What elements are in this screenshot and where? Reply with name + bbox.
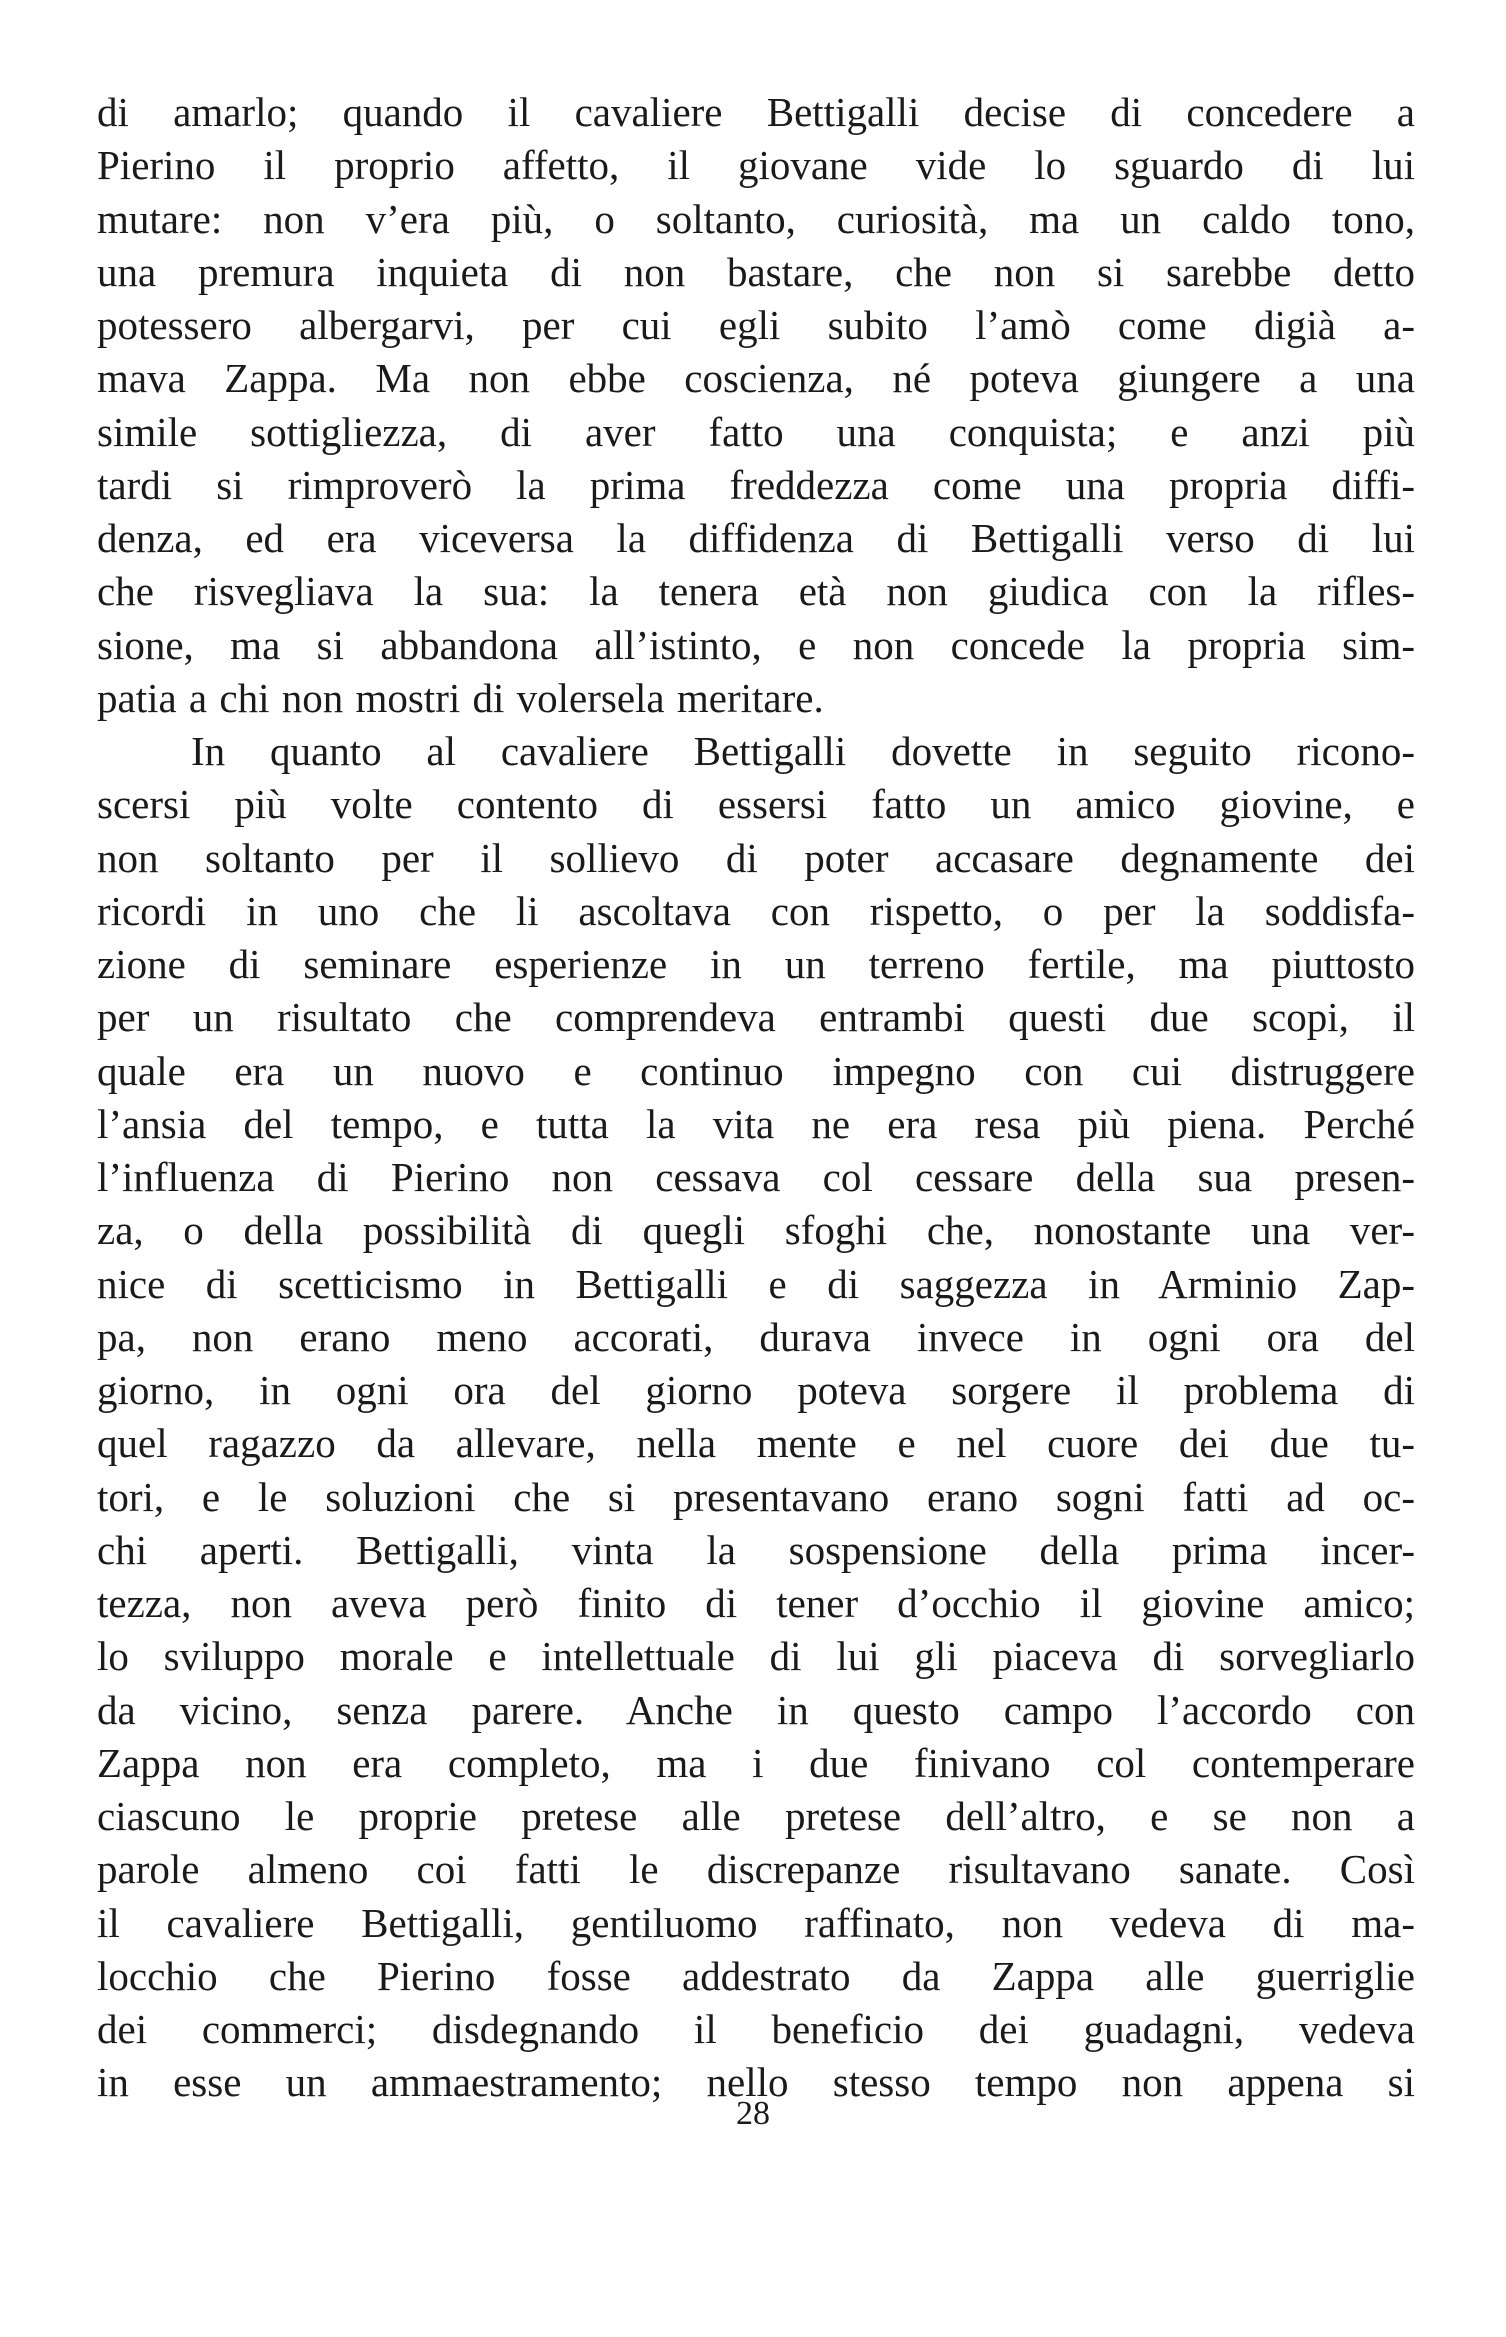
- paragraph: [97, 86, 1415, 725]
- text-line: za, o della possibilità di quegli sfoghi che, nonostante una ver-: [97, 1207, 1415, 1254]
- text-line: tardi si rimproverò la prima freddezza come una propria diffi-: [97, 461, 1415, 508]
- text-line: il cavaliere Bettigalli, gentiluomo raffinato, non vedeva di ma-: [97, 1899, 1415, 1946]
- paragraph: [97, 725, 1415, 2110]
- text-line: tezza, non aveva però finito di tener d’occhio il giovine amico;: [97, 1580, 1415, 1626]
- text-line: In quanto al cavaliere Bettigalli dovette in seguito ricono-: [191, 728, 1415, 774]
- body-text: [97, 86, 1415, 2110]
- text-line: chi aperti. Bettigalli, vinta la sospensione della prima incer-: [97, 1526, 1415, 1573]
- text-line: una premura inquieta di non bastare, che non si sarebbe detto: [97, 248, 1415, 295]
- text-line: zione di seminare esperienze in un terreno fertile, ma piuttosto: [97, 941, 1415, 987]
- text-line: mutare: non v’era più, o soltanto, curiosità, ma un caldo tono,: [97, 195, 1415, 242]
- text-line: giorno, in ogni ora del giorno poteva sorgere il problema di: [97, 1367, 1415, 1413]
- text-line: ricordi in uno che li ascoltava con rispetto, o per la soddisfa-: [97, 887, 1415, 934]
- text-line: l’ansia del tempo, e tutta la vita ne era resa più piena. Perché: [97, 1100, 1415, 1147]
- text-line: pa, non erano meno accorati, durava invece in ogni ora del: [97, 1313, 1415, 1360]
- text-line: sione, ma si abbandona all’istinto, e non concede la propria sim-: [97, 621, 1415, 668]
- text-line: ciascuno le proprie pretese alle pretese dell’altro, e se non a: [97, 1793, 1415, 1839]
- text-line: non soltanto per il sollievo di poter accasare degnamente dei: [97, 834, 1415, 881]
- text-line: mava Zappa. Ma non ebbe coscienza, né poteva giungere a una: [97, 355, 1415, 402]
- text-line: di amarlo; quando il cavaliere Bettigalli decise di concedere a: [97, 89, 1415, 135]
- text-line: quale era un nuovo e continuo impegno con cui distruggere: [97, 1047, 1415, 1094]
- text-line: potessero albergarvi, per cui egli subito l’amò come digià a-: [97, 302, 1415, 348]
- text-line: patia a chi non mostri di volersela meritare.: [97, 674, 824, 721]
- text-line: Pierino il proprio affetto, il giovane vide lo sguardo di lui: [97, 142, 1415, 189]
- text-line: per un risultato che comprendeva entrambi questi due scopi, il: [97, 994, 1415, 1041]
- text-line: tori, e le soluzioni che si presentavano erano sogni fatti ad oc-: [97, 1473, 1415, 1520]
- text-line: simile sottigliezza, di aver fatto una conquista; e anzi più: [97, 408, 1415, 455]
- text-line: da vicino, senza parere. Anche in questo campo l’accordo con: [97, 1686, 1415, 1733]
- text-line: l’influenza di Pierino non cessava col cessare della sua presen-: [97, 1154, 1415, 1200]
- page-number: 28: [736, 2095, 770, 2132]
- text-line: nice di scetticismo in Bettigalli e di saggezza in Arminio Zap-: [97, 1260, 1415, 1307]
- text-line: quel ragazzo da allevare, nella mente e nel cuore dei due tu-: [97, 1420, 1415, 1467]
- text-line: lo sviluppo morale e intellettuale di lui gli piaceva di sorvegliarlo: [97, 1633, 1415, 1680]
- text-line: locchio che Pierino fosse addestrato da Zappa alle guerriglie: [97, 1952, 1415, 1999]
- text-line: scersi più volte contento di essersi fatto un amico giovine, e: [97, 781, 1415, 828]
- text-line: in esse un ammaestramento; nello stesso tempo non appena si: [97, 2059, 1415, 2106]
- text-line: che risvegliava la sua: la tenera età non giudica con la rifles-: [97, 568, 1415, 615]
- text-line: parole almeno coi fatti le discrepanze risultavano sanate. Così: [97, 1846, 1415, 1893]
- text-line: dei commerci; disdegnando il beneficio dei guadagni, vedeva: [97, 2006, 1415, 2052]
- text-line: denza, ed era viceversa la diffidenza di Bettigalli verso di lui: [97, 515, 1415, 561]
- text-line: Zappa non era completo, ma i due finivano col contemperare: [97, 1739, 1415, 1786]
